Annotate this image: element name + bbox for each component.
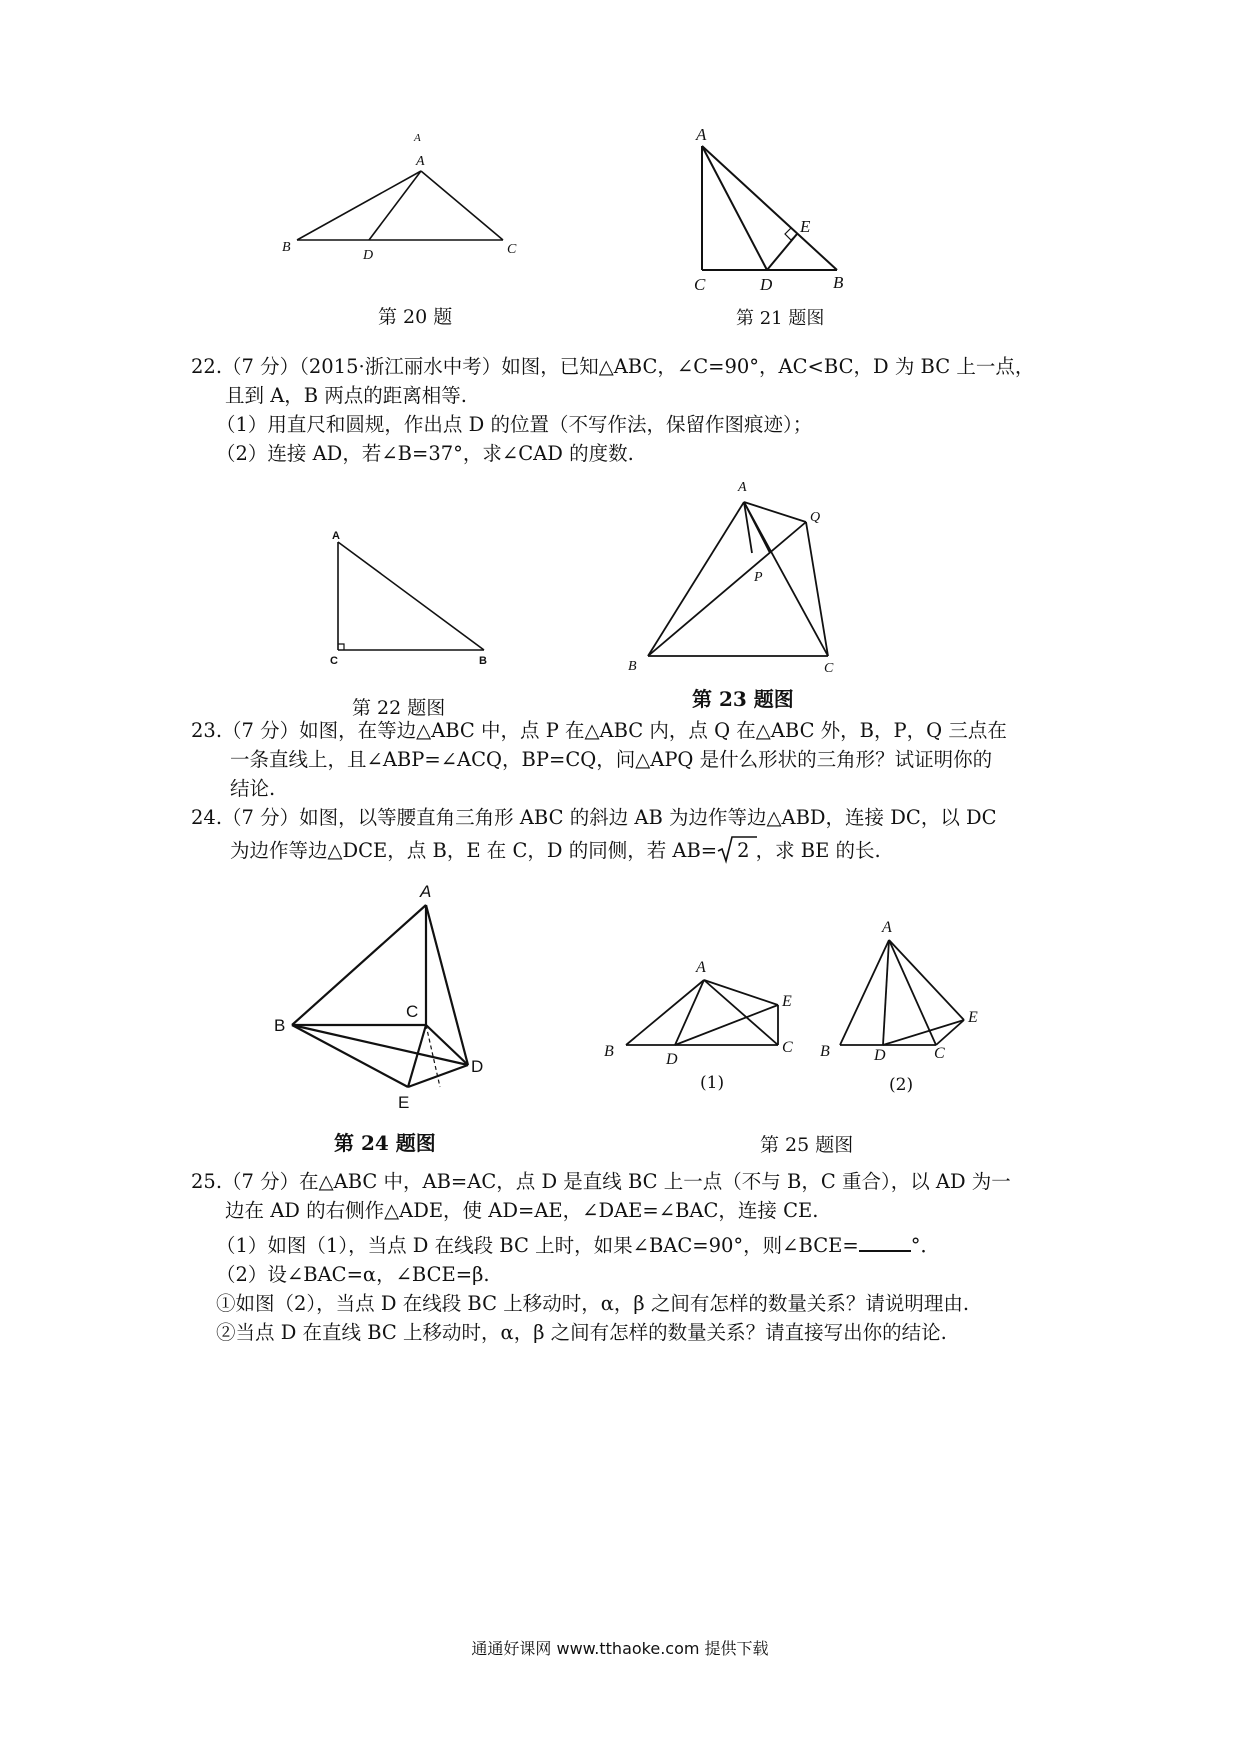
fig25-2-label-e: E xyxy=(968,1009,978,1026)
fig22-caption: 第 22 题图 xyxy=(352,697,446,719)
fig23-label-q: Q xyxy=(810,510,821,525)
question-22-line-3: （1）用直尺和圆规，作出点 D 的位置（不写作法，保留作图痕迹）； xyxy=(216,413,813,436)
question-25-line-3 xyxy=(216,1231,940,1260)
fig24-label-d: D xyxy=(471,1057,484,1076)
fig23-label-c: C xyxy=(824,661,834,676)
question-23-line-3: 结论. xyxy=(230,777,276,800)
fig20-label-a: A xyxy=(416,154,425,169)
fig21-label-a: A xyxy=(696,125,707,144)
fig22-label-c: C xyxy=(330,655,338,667)
fig25-sub1: (1) xyxy=(700,1073,725,1093)
fig25-1-label-a: A xyxy=(696,959,706,976)
fig25-1-label-b: B xyxy=(604,1043,614,1060)
figure-25-2 xyxy=(820,920,1010,1070)
question-24-line-2 xyxy=(230,836,881,865)
fig22-label-b: B xyxy=(479,655,487,667)
question-24-line-1: 24.（7 分）如图，以等腰直角三角形 ABC 的斜边 AB 为边作等边△ABD，连接 DC，以 DC xyxy=(191,806,997,829)
fig23-label-b: B xyxy=(628,659,637,674)
fig24-label-b: B xyxy=(274,1016,286,1035)
figure-25-1 xyxy=(600,950,820,1070)
fig24-label-c: C xyxy=(406,1002,419,1021)
fig20-label-b: B xyxy=(282,240,291,255)
figure-21 xyxy=(680,118,860,298)
fig25-caption: 第 25 题图 xyxy=(760,1134,854,1156)
fig24-label-a: A xyxy=(420,882,432,901)
question-24-line-2-b: ，求 BE 的长. xyxy=(755,839,881,862)
question-23-line-2: 一条直线上，且∠ABP=∠ACQ，BP=CQ，问△APQ 是什么形状的三角形？试证明你的 xyxy=(230,748,993,771)
figure-20 xyxy=(270,125,570,265)
fig25-2-label-d: D xyxy=(874,1047,886,1064)
sqrt-radicand: 2 xyxy=(737,839,750,862)
fig25-2-label-c: C xyxy=(934,1045,945,1062)
footer: 通通好课网 www.tthaoke.com 提供下载 xyxy=(471,1639,769,1658)
figure-24 xyxy=(270,875,510,1110)
question-25-line-3-a: （1）如图（1），当点 D 在线段 BC 上时，如果∠BAC=90°，则∠BCE= xyxy=(216,1234,859,1257)
fig21-label-b: B xyxy=(833,273,844,292)
question-25-line-3-b: °． xyxy=(910,1234,940,1257)
figure-22 xyxy=(320,520,500,670)
fig23-label-p: P xyxy=(754,570,763,585)
question-22-line-1: 22.（7 分）（2015·浙江丽水中考）如图，已知△ABC，∠C=90°，AC<BC，D 为 BC 上一点， xyxy=(191,355,1035,378)
question-25-line-1: 25.（7 分）在△ABC 中，AB=AC，点 D 是直线 BC 上一点（不与 B，C 重合），以 AD 为一 xyxy=(191,1170,1011,1193)
figure-23 xyxy=(620,478,860,688)
fig23-label-a: A xyxy=(738,480,747,495)
fig25-2-label-a: A xyxy=(882,919,892,936)
question-23-line-1: 23.（7 分）如图，在等边△ABC 中，点 P 在△ABC 内，点 Q 在△ABC 外，B，P，Q 三点在 xyxy=(191,719,1007,742)
question-25-line-5: ①如图（2），当点 D 在线段 BC 上移动时，α，β 之间有怎样的数量关系？请说明理由. xyxy=(216,1292,970,1315)
fig23-caption: 第 23 题图 xyxy=(692,687,794,711)
fig25-1-label-d: D xyxy=(666,1051,678,1068)
fig20-label-c: C xyxy=(507,242,517,257)
question-22-line-2: 且到 A，B 两点的距离相等. xyxy=(225,384,468,407)
sqrt-sign xyxy=(717,836,755,865)
fig25-sub2: (2) xyxy=(889,1075,914,1095)
fig25-1-label-e: E xyxy=(782,993,792,1010)
fig21-label-c: C xyxy=(694,275,706,294)
fig21-caption: 第 21 题图 xyxy=(736,308,825,329)
fig20-caption: 第 20 题 xyxy=(378,306,453,328)
fig24-label-e: E xyxy=(398,1093,410,1112)
fig20-label-d: D xyxy=(363,248,374,263)
question-25-line-4: （2）设∠BAC=α，∠BCE=β. xyxy=(216,1263,490,1286)
fig25-2-label-b: B xyxy=(820,1043,830,1060)
fig22-label-a: A xyxy=(332,530,340,542)
question-22-line-4: （2）连接 AD，若∠B=37°，求∠CAD 的度数. xyxy=(216,442,634,465)
question-24-line-2-a: 为边作等边△DCE，点 B，E 在 C，D 的同侧，若 AB= xyxy=(230,839,718,862)
fig21-label-e: E xyxy=(800,217,811,236)
fig25-1-label-c: C xyxy=(782,1039,793,1056)
question-25-line-2: 边在 AD 的右侧作△ADE，使 AD=AE，∠DAE=∠BAC，连接 CE. xyxy=(225,1199,819,1222)
fig20-label-a-small: A xyxy=(414,132,421,144)
fig21-label-d: D xyxy=(760,275,773,294)
answer-blank[interactable] xyxy=(859,1232,911,1252)
question-25-line-6: ②当点 D 在直线 BC 上移动时，α，β 之间有怎样的数量关系？请直接写出你的结论. xyxy=(216,1321,947,1344)
fig24-caption: 第 24 题图 xyxy=(334,1131,436,1155)
